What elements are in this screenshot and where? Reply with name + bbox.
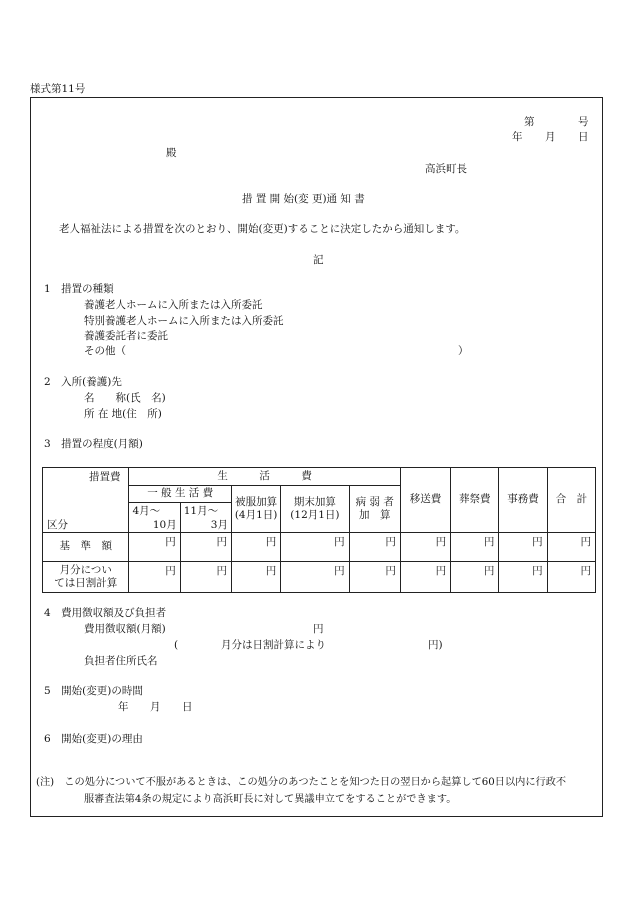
yen-cell: 円 (231, 533, 280, 562)
ki-label: 記 (313, 254, 324, 266)
measure-cost-table (42, 467, 596, 593)
document-title: 措 置 開 始(変 更)通 知 書 (242, 193, 365, 205)
yen-cell: 円 (281, 533, 349, 562)
living-cost-header: 生 活 費 (129, 468, 400, 486)
yen-cell: 円 (499, 533, 547, 562)
date-month: 月 (545, 131, 556, 143)
section3-heading: 3 措置の程度(月額) (44, 438, 143, 450)
section2-heading: 2 入所(養護)先 (44, 376, 122, 388)
col-total: 合 計 (547, 468, 595, 533)
measure-item-other: その他（ (84, 345, 126, 357)
start-day: 日 (182, 701, 193, 713)
issuer: 高浜町長 (425, 163, 467, 175)
measure-item-1: 養護老人ホームに入所または入所委託 (84, 299, 263, 311)
yen-cell: 円 (129, 562, 180, 593)
section6-heading: 6 開始(変更)の理由 (44, 733, 143, 745)
yen-cell: 円 (180, 533, 231, 562)
col-kimatsu (281, 486, 349, 533)
yen-cell: 円 (281, 562, 349, 593)
row-standard-label: 基 準 額 (43, 533, 129, 562)
section1-heading: 1 措置の種類 (44, 283, 114, 295)
col-kimatsu-line1: 期末加算 (293, 495, 336, 508)
footnote-line2: 服審査法第4条の規定により高浜町長に対して異議申立てをすることができます。 (84, 794, 457, 805)
row-daily-rate-line2: ては日割計算 (54, 577, 118, 589)
date-year: 年 (512, 131, 523, 143)
col-byojaku (349, 486, 400, 533)
col-jimu: 事務費 (499, 468, 547, 533)
form-frame (30, 97, 603, 817)
section5-heading: 5 開始(変更)の時間 (44, 685, 143, 697)
measure-item-3: 養護委託者に委託 (84, 330, 168, 342)
corner-bottom-label: 区分 (47, 519, 68, 531)
period1-to: 10月 (152, 519, 177, 531)
yen-cell: 円 (451, 533, 499, 562)
period2-header (180, 503, 231, 533)
yen-cell: 円 (499, 562, 547, 593)
row-daily-rate-label (43, 562, 129, 593)
period1-header (129, 503, 180, 533)
form-number: 様式第11号 (30, 83, 86, 95)
facility-name-label: 名 称(氏 名) (84, 392, 166, 404)
col-hifuku-line2: (4月1日) (234, 509, 278, 521)
start-year: 年 (118, 701, 129, 713)
col-sousai: 葬祭費 (451, 468, 499, 533)
yen-cell: 円 (349, 533, 400, 562)
yen-cell: 円 (547, 533, 595, 562)
row-daily-rate-line1: 月分につい (59, 563, 112, 576)
yen-cell: 円 (400, 533, 450, 562)
table-corner-cell (43, 468, 129, 533)
corner-top-label: 措置費 (89, 471, 121, 483)
col-byojaku-line1: 病 弱 者 (355, 495, 394, 508)
yen-cell: 円 (349, 562, 400, 593)
intro-text: 老人福祉法による措置を次のとおり、開始(変更)することに決定したから通知します。 (59, 223, 466, 235)
general-living-cost-header: 一 般 生 活 費 (129, 486, 232, 503)
col-kimatsu-line2: (12月1日) (290, 509, 340, 521)
fee-amount-yen: 円 (313, 623, 324, 635)
number-dai: 第 (524, 116, 535, 128)
measure-item-2: 特別養護老人ホームに入所または入所委託 (84, 315, 284, 327)
payer-label: 負担者住所氏名 (84, 655, 158, 667)
col-hifuku (231, 486, 280, 533)
col-byojaku-line2: 加 算 (358, 509, 391, 521)
yen-cell: 円 (547, 562, 595, 593)
footnote-line1: (注) この処分について不服があるときは、この処分のあつたことを知つた日の翌日から起算して60日以内に行政不 (36, 777, 567, 788)
period2-to: 3月 (210, 519, 228, 531)
measure-item-other-close: ） (458, 345, 469, 357)
fee-note-close: 円) (428, 639, 443, 651)
number-go: 号 (578, 116, 589, 128)
col-hifuku-line1: 被服加算 (235, 495, 278, 508)
period2-from: 11月～ (183, 505, 219, 517)
start-month: 月 (150, 701, 161, 713)
fee-note-text: 月分は日割計算により (221, 639, 326, 651)
fee-note-open: ( (174, 639, 179, 651)
yen-cell: 円 (180, 562, 231, 593)
date-day: 日 (578, 131, 589, 143)
section4-heading: 4 費用徴収額及び負担者 (44, 607, 167, 619)
yen-cell: 円 (129, 533, 180, 562)
facility-location-label: 所 在 地(住 所) (84, 408, 162, 420)
yen-cell: 円 (451, 562, 499, 593)
fee-amount-label: 費用徴収額(月額) (84, 623, 166, 635)
addressee-suffix: 殿 (166, 147, 177, 159)
period1-from: 4月～ (132, 505, 161, 517)
yen-cell: 円 (400, 562, 450, 593)
col-isou: 移送費 (400, 468, 450, 533)
yen-cell: 円 (231, 562, 280, 593)
